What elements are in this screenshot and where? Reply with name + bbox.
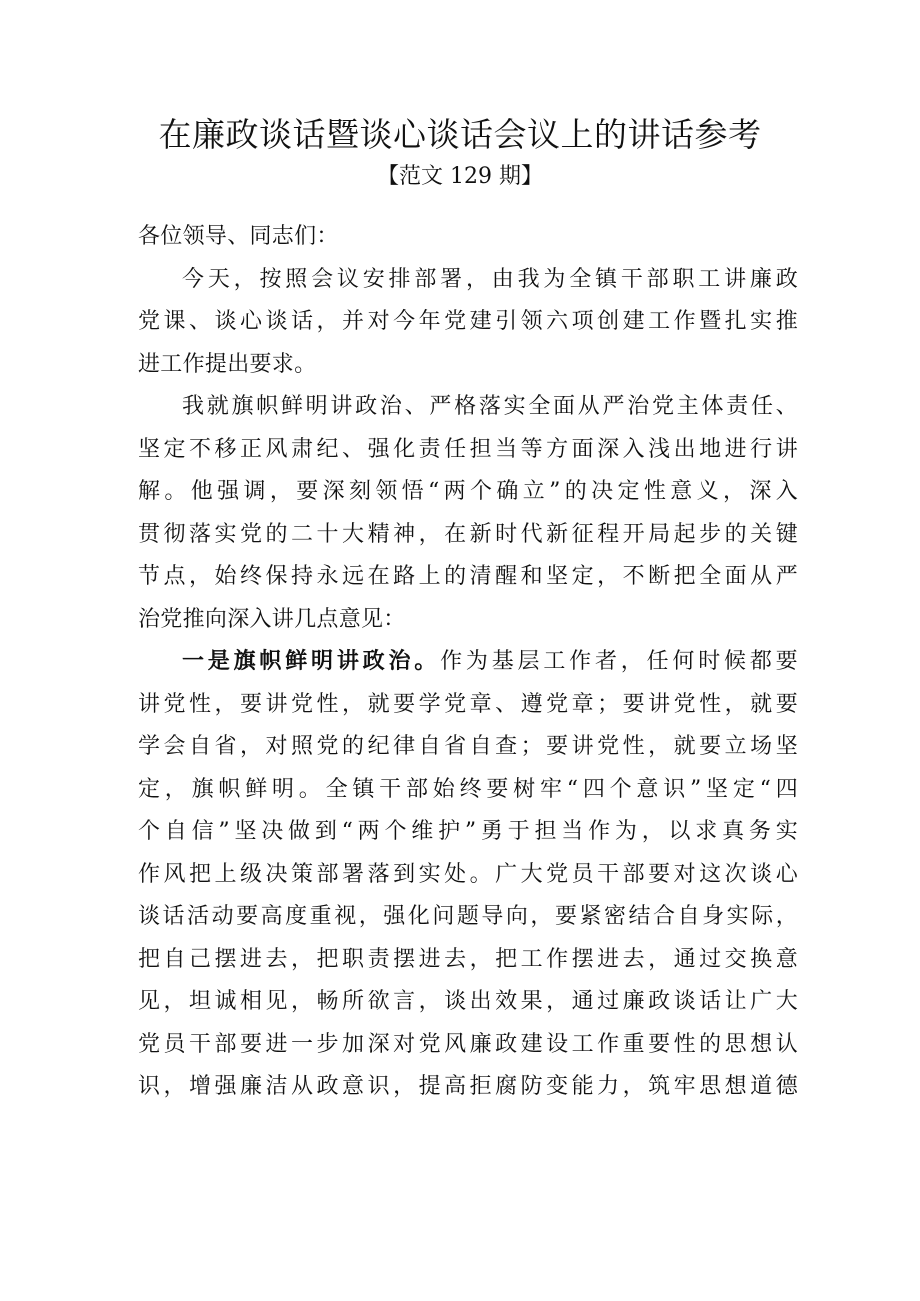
paragraph-3-line: 党员干部要进一步加深对党风廉政建设工作重要性的思想认 bbox=[138, 1031, 798, 1057]
paragraph-3-line: 定，旗帜鲜明。全镇干部始终要树牢“四个意识”坚定“四 bbox=[138, 776, 798, 802]
document-subtitle: 【范文 129 期】 bbox=[377, 164, 543, 189]
paragraph-2-line: 治党推向深入讲几点意见： bbox=[138, 606, 406, 632]
paragraph-2-line: 坚定不移正风肃纪、强化责任担当等方面深入浅出地进行讲 bbox=[138, 436, 798, 462]
document-title: 在廉政谈话暨谈心谈话会议上的讲话参考 bbox=[158, 115, 762, 154]
paragraph-3-line: 见，坦诚相见，畅所欲言，谈出效果，通过廉政谈话让广大 bbox=[138, 989, 798, 1014]
paragraph-2-line: 节点，始终保持永远在路上的清醒和坚定，不断把全面从严 bbox=[138, 564, 798, 589]
paragraph-3-line: 把自己摆进去，把职责摆进去，把工作摆进去，通过交换意 bbox=[138, 946, 798, 972]
document-body bbox=[138, 216, 798, 1109]
salutation: 各位领导、同志们： bbox=[138, 224, 339, 249]
paragraph-3-heading: 一是旗帜鲜明讲政治。 bbox=[182, 649, 441, 674]
paragraph-3-line: 个自信”坚决做到“两个维护”勇于担当作为，以求真务实 bbox=[138, 819, 798, 844]
paragraph-3-first-rest: 作为基层工作者，任何时候都要 bbox=[440, 649, 798, 674]
paragraph-3-first-line bbox=[138, 641, 798, 684]
paragraph-3-line: 谈话活动要高度重视，强化问题导向，要紧密结合自身实际， bbox=[138, 904, 798, 929]
paragraph-2-line: 我就旗帜鲜明讲政治、严格落实全面从严治党主体责任、 bbox=[182, 394, 798, 419]
paragraph-1-line: 进工作提出要求。 bbox=[138, 351, 317, 377]
paragraph-2-line: 贯彻落实党的二十大精神，在新时代新征程开局起步的关键 bbox=[138, 521, 798, 547]
paragraph-3-line: 学会自省，对照党的纪律自省自查；要讲党性，就要立场坚 bbox=[138, 734, 798, 759]
paragraph-1-line: 党课、谈心谈话，并对今年党建引领六项创建工作暨扎实推 bbox=[138, 309, 798, 334]
paragraph-3-line: 作风把上级决策部署落到实处。广大党员干部要对这次谈心 bbox=[138, 861, 798, 887]
paragraph-3-line: 讲党性，要讲党性，就要学党章、遵党章；要讲党性，就要 bbox=[138, 691, 798, 717]
paragraph-2-line: 解。他强调，要深刻领悟“两个确立”的决定性意义，深入 bbox=[138, 479, 798, 504]
paragraph-1-line: 今天，按照会议安排部署，由我为全镇干部职工讲廉政 bbox=[182, 266, 798, 292]
paragraph-3-line: 识，增强廉洁从政意识，提高拒腐防变能力，筑牢思想道德 bbox=[138, 1074, 798, 1099]
